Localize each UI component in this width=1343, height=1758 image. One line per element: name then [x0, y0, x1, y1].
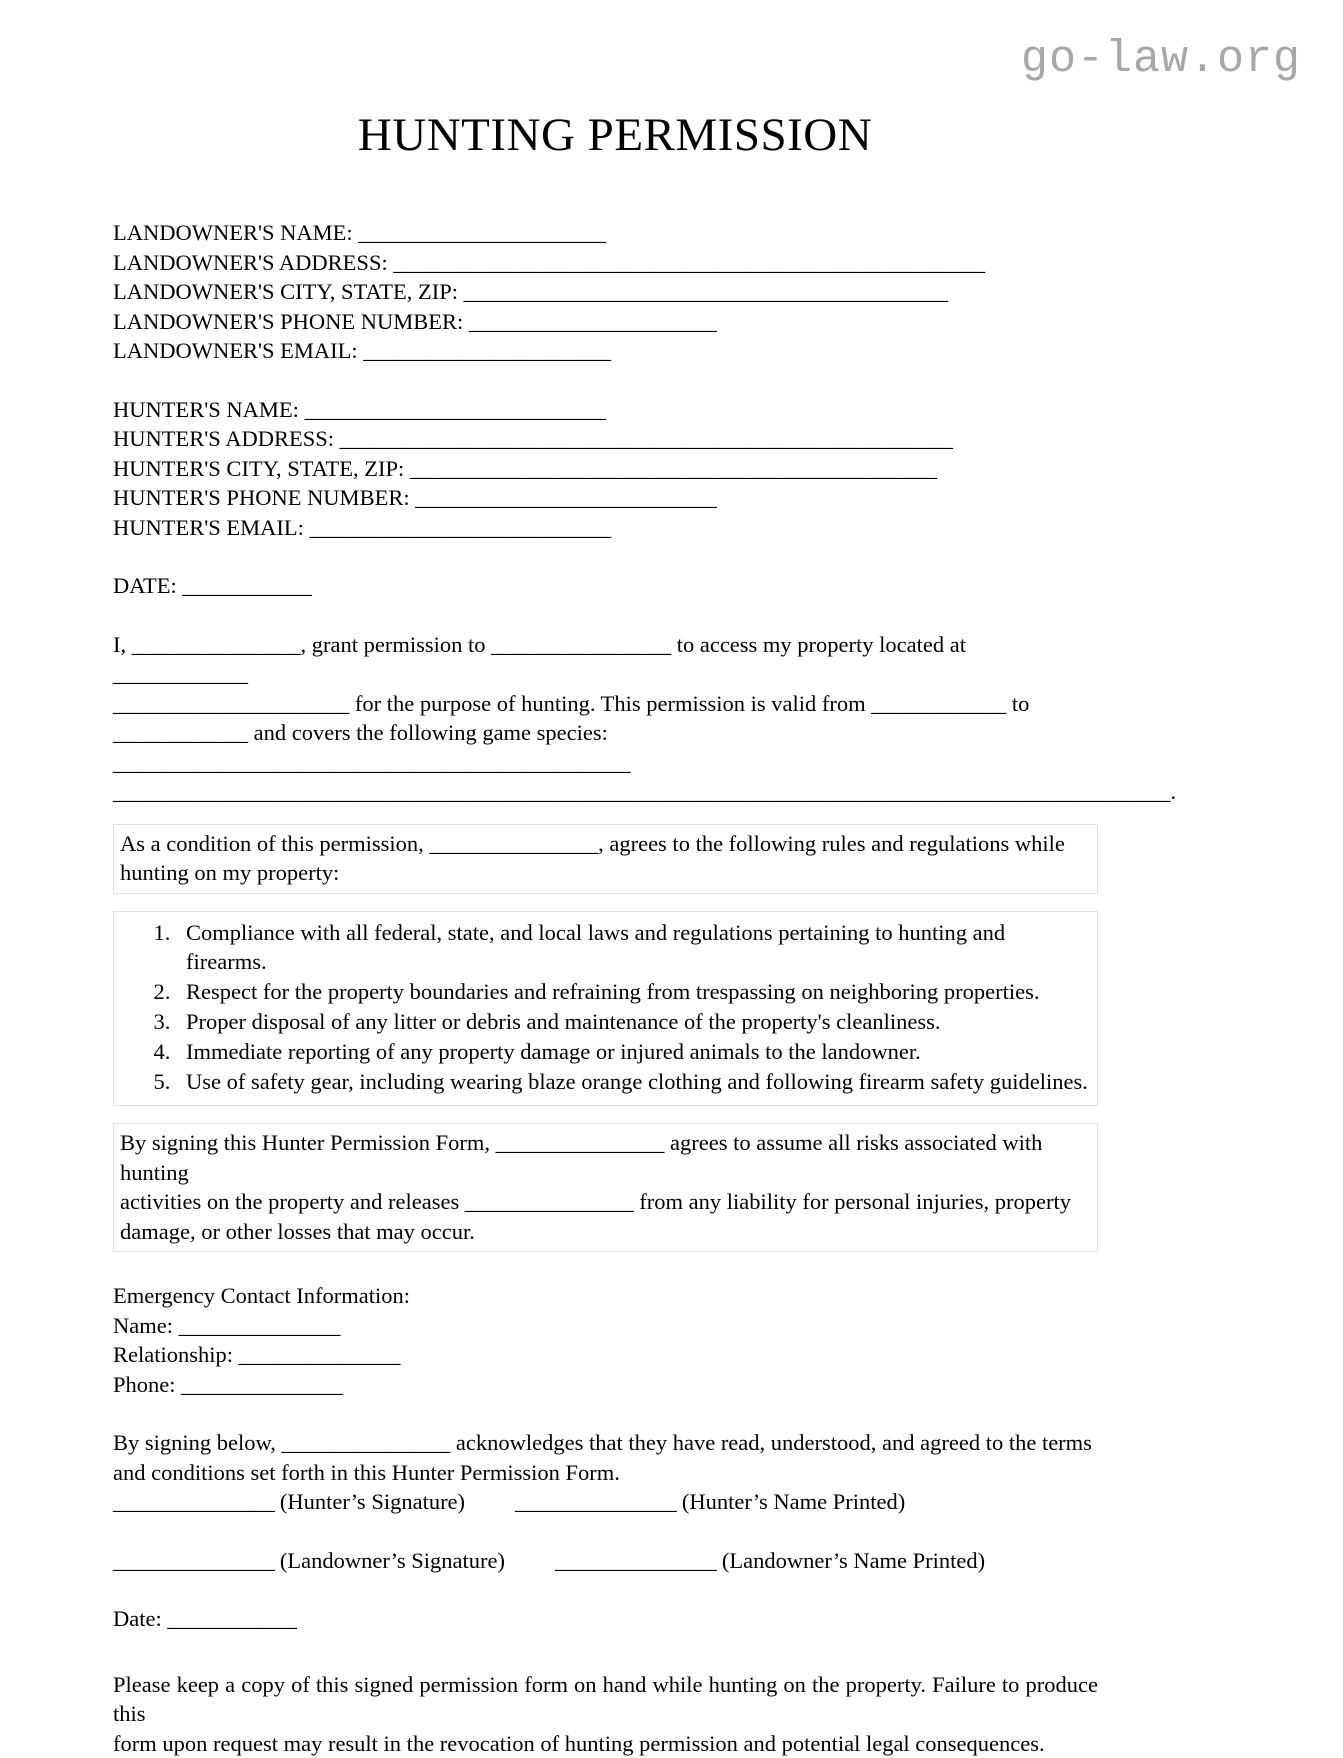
- page-title: HUNTING PERMISSION: [0, 108, 1230, 162]
- emergency-relationship-label: Relationship:: [113, 1342, 239, 1367]
- landowner-city-blank[interactable]: _____________________________________________: [464, 279, 948, 304]
- liability-line-2: activities on the property and releases _______________ from any liability for personal injuries, property: [120, 1187, 1091, 1217]
- date-bottom-label: Date:: [113, 1606, 167, 1631]
- landowner-city-field: [113, 277, 1098, 307]
- landowner-signature-blank[interactable]: _______________: [113, 1548, 274, 1573]
- liability-line-1: By signing this Hunter Permission Form, _______________ agrees to assume all risks associated with hunting: [120, 1128, 1091, 1187]
- footer-note: [113, 1670, 1098, 1758]
- landowner-email-blank[interactable]: _______________________: [363, 338, 610, 363]
- date-top-label: DATE:: [113, 573, 182, 598]
- hunter-phone-label: HUNTER'S PHONE NUMBER:: [113, 485, 415, 510]
- landowner-name-label: LANDOWNER'S NAME:: [113, 220, 358, 245]
- permission-paragraph: [113, 630, 1098, 807]
- permission-line-1: I, _______________, grant permission to ________________ to access my property located at ____________: [113, 630, 1098, 689]
- emergency-name-label: Name:: [113, 1313, 179, 1338]
- landowner-name-printed-label: (Landowner’s Name Printed): [716, 1548, 985, 1573]
- permission-line-2: _____________________ for the purpose of hunting. This permission is valid from ____________ to: [113, 689, 1098, 719]
- date-top-blank[interactable]: ____________: [182, 573, 311, 598]
- watermark-go-law-org: go-law.org: [1021, 34, 1301, 85]
- list-item: 4. Immediate reporting of any property damage or injured animals to the landowner.: [176, 1037, 1091, 1067]
- spacer: [113, 1399, 1098, 1428]
- spacer: [113, 1575, 1098, 1604]
- landowner-email-field: [113, 336, 1098, 366]
- emergency-relationship-field: [113, 1340, 1098, 1370]
- spacer: [113, 366, 1098, 395]
- footer-note-line-2: form upon request may result in the revocation of hunting permission and potential legal consequences.: [113, 1729, 1098, 1758]
- spacer: [113, 542, 1098, 571]
- hunter-name-printed-blank[interactable]: _______________: [515, 1489, 676, 1514]
- list-item: 5. Use of safety gear, including wearing blaze orange clothing and following firearm safety guidelines.: [176, 1067, 1091, 1097]
- hunter-city-field: [113, 454, 1098, 484]
- landowner-phone-blank[interactable]: _______________________: [469, 309, 716, 334]
- landowner-signature-row: [113, 1546, 1098, 1576]
- list-item: 1. Compliance with all federal, state, and local laws and regulations pertaining to hunting and firearms.: [176, 918, 1091, 977]
- hunter-address-blank[interactable]: _________________________________________________________: [340, 426, 953, 451]
- spacer: [113, 894, 1098, 911]
- emergency-phone-blank[interactable]: _______________: [181, 1372, 342, 1397]
- emergency-name-blank[interactable]: _______________: [179, 1313, 340, 1338]
- liability-block: [113, 1123, 1098, 1252]
- hunter-name-printed-label: (Hunter’s Name Printed): [676, 1489, 905, 1514]
- emergency-contact-section: [113, 1281, 1098, 1399]
- landowner-address-blank[interactable]: _______________________________________________________: [393, 250, 984, 275]
- rules-list: [120, 918, 1091, 1097]
- permission-line-3: ____________ and covers the following game species: ______________________________________________: [113, 718, 1098, 777]
- hunter-signature-row: [113, 1487, 1098, 1517]
- landowner-city-label: LANDOWNER'S CITY, STATE, ZIP:: [113, 279, 464, 304]
- landowner-phone-field: [113, 307, 1098, 337]
- hunter-address-label: HUNTER'S ADDRESS:: [113, 426, 340, 451]
- acknowledgement-paragraph: [113, 1428, 1098, 1487]
- hunter-email-blank[interactable]: ____________________________: [310, 515, 611, 540]
- spacer: [113, 601, 1098, 630]
- list-item: 3. Proper disposal of any litter or debris and maintenance of the property's cleanliness.: [176, 1007, 1091, 1037]
- hunter-name-field: [113, 395, 1098, 425]
- landowner-name-printed-blank[interactable]: _______________: [555, 1548, 716, 1573]
- emergency-heading: Emergency Contact Information:: [113, 1281, 1098, 1311]
- hunter-section: [113, 395, 1098, 543]
- landowner-signature-label: (Landowner’s Signature): [274, 1548, 505, 1573]
- condition-line-2: hunting on my property:: [120, 858, 1091, 888]
- hunter-signature-blank[interactable]: _______________: [113, 1489, 274, 1514]
- emergency-name-field: [113, 1311, 1098, 1341]
- condition-line-1: As a condition of this permission, _______________, agrees to the following rules and regulations while: [120, 829, 1091, 859]
- emergency-phone-field: [113, 1370, 1098, 1400]
- landowner-section: [113, 218, 1098, 366]
- rules-block: [113, 911, 1098, 1107]
- landowner-address-label: LANDOWNER'S ADDRESS:: [113, 250, 393, 275]
- hunter-name-label: HUNTER'S NAME:: [113, 397, 305, 422]
- form-content: [113, 218, 1098, 1758]
- landowner-phone-label: LANDOWNER'S PHONE NUMBER:: [113, 309, 469, 334]
- condition-block: [113, 824, 1098, 894]
- acknowledgement-line-2: and conditions set forth in this Hunter Permission Form.: [113, 1458, 1098, 1488]
- spacer: [113, 1252, 1098, 1281]
- hunter-phone-blank[interactable]: ____________________________: [415, 485, 716, 510]
- hunter-city-blank[interactable]: _________________________________________________: [410, 456, 937, 481]
- hunter-email-label: HUNTER'S EMAIL:: [113, 515, 310, 540]
- list-item: 2. Respect for the property boundaries and refraining from trespassing on neighboring properties.: [176, 977, 1091, 1007]
- hunter-city-label: HUNTER'S CITY, STATE, ZIP:: [113, 456, 410, 481]
- hunter-phone-field: [113, 483, 1098, 513]
- landowner-address-field: [113, 248, 1098, 278]
- spacer: [113, 1634, 1098, 1670]
- hunter-name-blank[interactable]: ____________________________: [305, 397, 606, 422]
- spacer: [113, 1517, 1098, 1546]
- date-bottom-field: [113, 1604, 1098, 1634]
- permission-line-4: ______________________________________________________________________________________________.: [113, 777, 1098, 807]
- date-top-field: [113, 571, 1098, 601]
- hunter-email-field: [113, 513, 1098, 543]
- landowner-email-label: LANDOWNER'S EMAIL:: [113, 338, 363, 363]
- liability-line-3: damage, or other losses that may occur.: [120, 1217, 1091, 1247]
- emergency-phone-label: Phone:: [113, 1372, 181, 1397]
- acknowledgement-line-1: By signing below, _______________ acknowledges that they have read, understood, and agreed to the terms: [113, 1428, 1098, 1458]
- hunter-address-field: [113, 424, 1098, 454]
- spacer: [113, 807, 1098, 824]
- landowner-name-blank[interactable]: _______________________: [358, 220, 605, 245]
- footer-note-line-1: Please keep a copy of this signed permission form on hand while hunting on the property. Failure to produce this: [113, 1670, 1098, 1729]
- hunter-signature-label: (Hunter’s Signature): [274, 1489, 465, 1514]
- spacer: [113, 1106, 1098, 1123]
- landowner-name-field: [113, 218, 1098, 248]
- date-bottom-blank[interactable]: ____________: [167, 1606, 296, 1631]
- emergency-relationship-blank[interactable]: _______________: [239, 1342, 400, 1367]
